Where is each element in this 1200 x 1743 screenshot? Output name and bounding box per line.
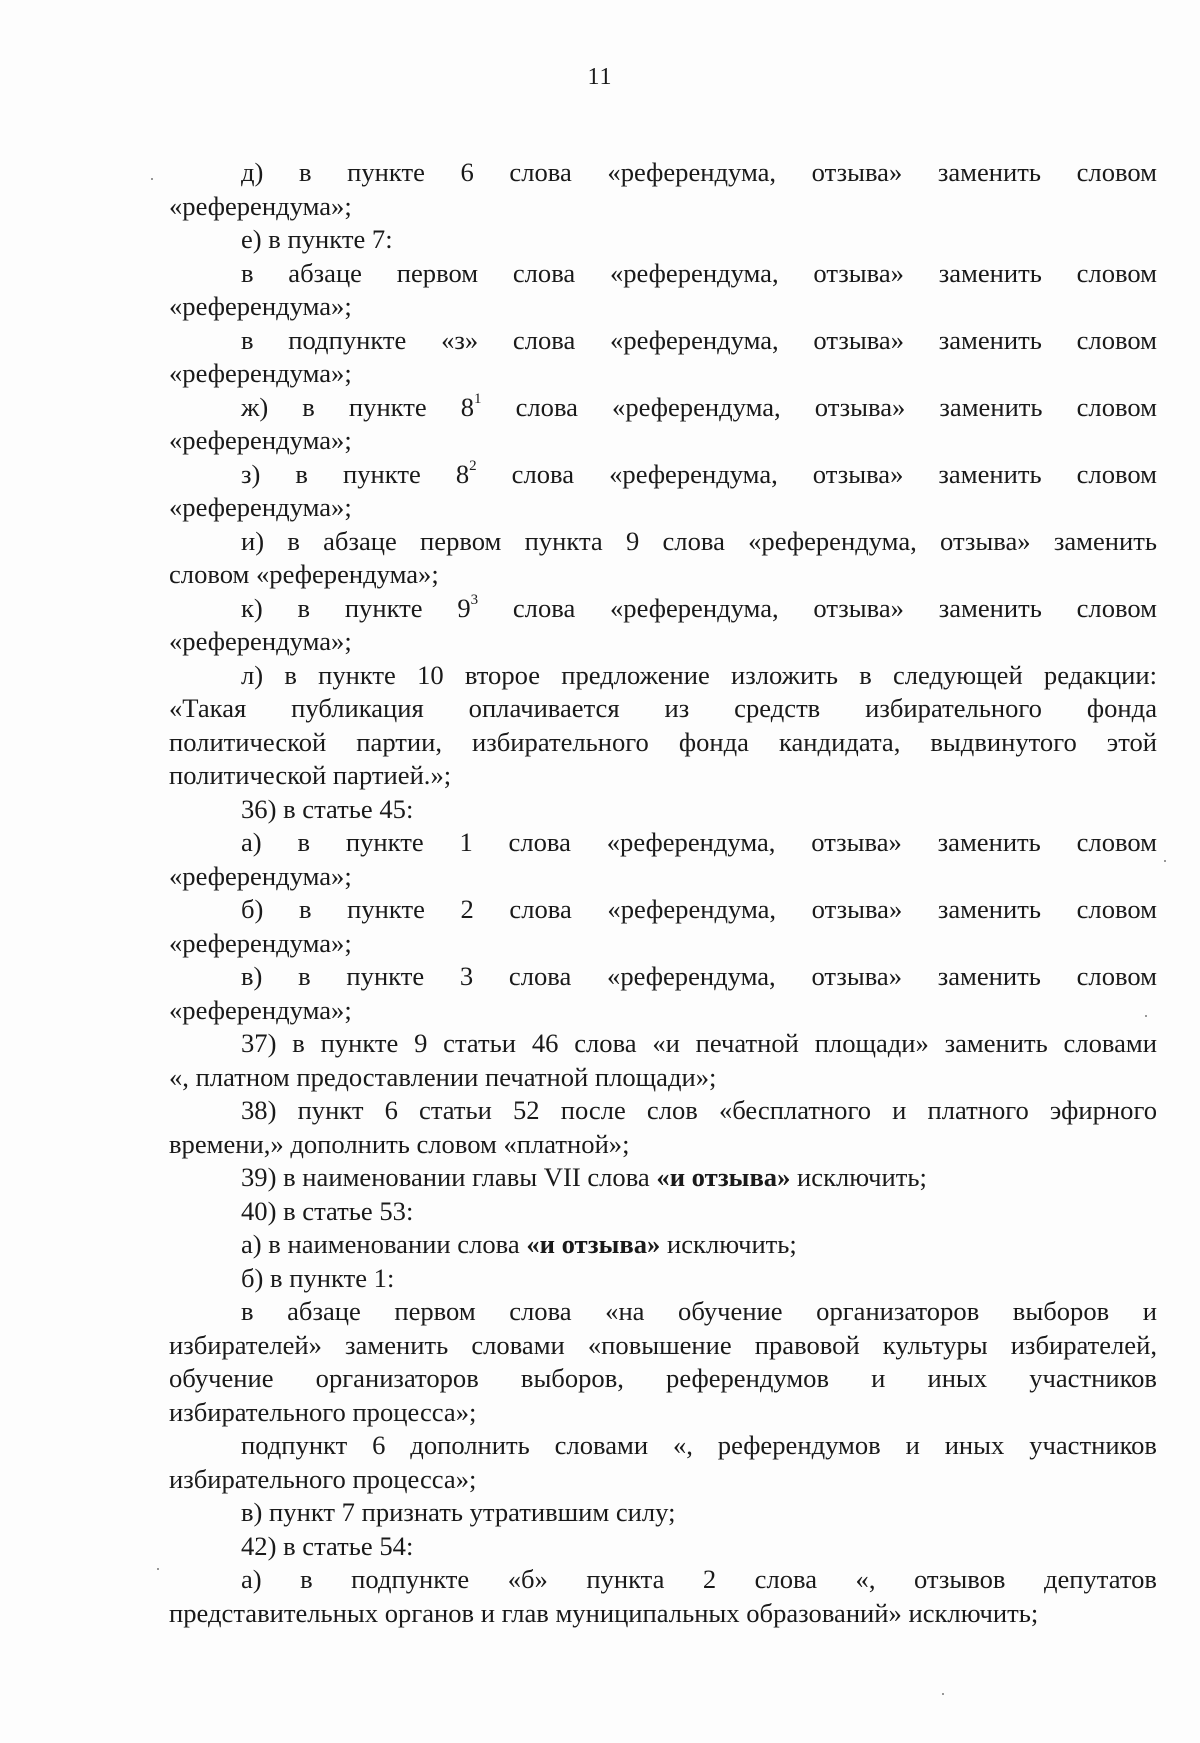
text-line: «референдума»; [169,425,352,455]
text-segment: слова «референдума, отзыва» заменить словом [481,391,1157,422]
text-line: в подпункте «з» слова «референдума, отзыва» заменить словом [241,324,1157,355]
text-line: в) пункт 7 признать утратившим силу; [241,1497,676,1527]
text-line: политической партией.»; [169,760,452,790]
superscript: 1 [474,390,482,407]
text-line: «референдума»; [169,190,352,221]
text-line: в) в пункте 3 слова «референдума, отзыва» заменить словом [241,961,1157,991]
text-line: политической партии, избирательного фонда кандидата, выдвинутого этой [169,726,1157,757]
text-line [169,458,1157,492]
text-line: «референдума»; [169,291,352,321]
text-line: б) в пункте 1: [241,1262,395,1293]
text-line: 40) в статье 53: [241,1195,414,1226]
text-line: «референдума»; [169,358,352,388]
text-segment: слова «референдума, отзыва» заменить словом [476,458,1157,489]
text-line [169,1161,1157,1195]
text-line: обучение организаторов выборов, референдумов и иных участников [169,1363,1157,1393]
text-line: д) в пункте 6 слова «референдума, отзыва» заменить словом [241,157,1157,187]
scan-speck [1145,1015,1147,1017]
text-line: избирательного процесса»; [169,1396,477,1427]
text-line: «референдума»; [169,927,352,958]
scan-speck [157,1568,159,1570]
text-line: подпункт 6 дополнить словами «, референдумов и иных участников [241,1430,1157,1460]
text-segment: а) в наименовании слова [241,1229,527,1259]
text-line: «, платном предоставлении печатной площади»; [169,1061,717,1092]
text-line [169,391,1157,425]
text-line: а) в подпункте «б» пункта 2 слова «, отзывов депутатов [241,1564,1157,1594]
text-line: и) в абзаце первом пункта 9 слова «референдума, отзыва» заменить [241,525,1157,556]
text-line: словом «референдума»; [169,559,439,589]
text-line: 38) пункт 6 статьи 52 после слов «бесплатного и платного эфирного [241,1095,1157,1125]
text-segment: слова «референдума, отзыва» заменить словом [478,592,1157,623]
text-line: времени,» дополнить словом «платной»; [169,1128,630,1159]
text-line: л) в пункте 10 второе предложение изложить в следующей редакции: [241,659,1157,690]
text-segment: исключить; [790,1162,927,1192]
text-line [169,592,1157,626]
text-line: избирательного процесса»; [169,1463,477,1494]
text-segment: ж) в пункте 8 [241,391,475,422]
text-line: а) в пункте 1 слова «референдума, отзыва» заменить словом [241,827,1157,857]
text-line: избирателей» заменить словами «повышение правовой культуры избирателей, [169,1329,1157,1360]
text-segment: исключить; [660,1229,797,1259]
text-segment: з) в пункте 8 [241,458,470,489]
scan-speck [151,178,153,180]
page-number: 11 [587,64,613,90]
text-line: в абзаце первом слова «референдума, отзыва» заменить словом [241,257,1157,288]
scan-speck [1164,860,1166,862]
superscript: 3 [470,591,479,608]
text-line: «референдума»; [169,994,352,1025]
text-line: 37) в пункте 9 статьи 46 слова «и печатной площади» заменить словами [241,1028,1157,1058]
text-line: 36) в статье 45: [241,793,414,824]
document-body [169,156,1157,1630]
text-line: е) в пункте 7: [241,224,393,254]
text-line: «референдума»; [169,626,352,656]
text-line: «референдума»; [169,860,352,891]
text-line: б) в пункте 2 слова «референдума, отзыва» заменить словом [241,894,1157,924]
bold-quote: «и отзыва» [526,1229,661,1259]
text-line [169,1228,1157,1262]
text-line: в абзаце первом слова «на обучение организаторов выборов и [241,1296,1157,1326]
bold-quote: «и отзыва» [656,1162,791,1192]
superscript: 2 [469,457,477,474]
text-segment: к) в пункте 9 [241,592,471,623]
text-line: «Такая публикация оплачивается из средств избирательного фонда [169,693,1157,723]
text-segment: 39) в наименовании главы VII слова [241,1162,657,1192]
text-line: представительных органов и глав муниципальных образований» исключить; [169,1597,1039,1628]
scan-speck [942,1693,944,1695]
text-line: 42) в статье 54: [241,1530,414,1561]
text-line: «референдума»; [169,492,352,522]
